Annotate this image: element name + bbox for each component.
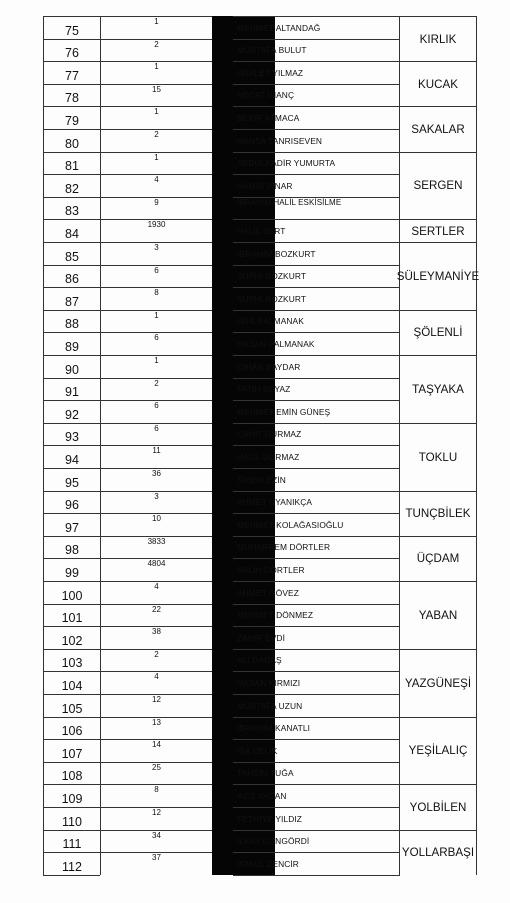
row-value-text: 1 xyxy=(154,107,159,117)
row-value xyxy=(100,604,212,627)
row-name: İBRAHİM HALİL ESKİSİLME xyxy=(233,197,400,220)
row-value-text: 6 xyxy=(154,265,159,275)
row-name: HALİL DURMAZ xyxy=(233,445,400,468)
row-name: HASAN PALMANAK xyxy=(233,332,400,355)
village-cell: TOKLU xyxy=(400,423,477,491)
village-cell: YAZGÜNEŞİ xyxy=(400,649,477,717)
row-name: İSMAİL ZENCİR xyxy=(233,852,400,875)
row-number: 90 xyxy=(43,355,100,378)
row-name: ADALET YILMAZ xyxy=(233,61,400,84)
row-number: 83 xyxy=(43,197,100,220)
row-name: CAHİT DURMAZ xyxy=(233,423,400,446)
row-number: 93 xyxy=(43,423,100,446)
row-name: MEHMET KOLAĞASIOĞLU xyxy=(233,513,400,536)
row-number: 103 xyxy=(43,649,100,672)
row-number: 91 xyxy=(43,378,100,401)
row-value xyxy=(100,491,212,514)
row-value xyxy=(100,400,212,423)
row-value xyxy=(100,16,212,39)
row-value-text: 3833 xyxy=(147,536,166,546)
row-value-text: 8 xyxy=(154,288,159,298)
village-cell: KUCAK xyxy=(400,61,477,106)
row-value-text: 1 xyxy=(154,62,159,72)
row-value xyxy=(100,830,212,853)
row-number: 78 xyxy=(43,84,100,107)
row-name: SUPHİ BOZKURT xyxy=(233,265,400,288)
row-number: 94 xyxy=(43,445,100,468)
row-value xyxy=(100,784,212,807)
village-cell: ÜÇDAM xyxy=(400,536,477,581)
village-cell: SERTLER xyxy=(400,219,477,242)
row-name: İBRAHİM KANATLI xyxy=(233,717,400,740)
village-cell: SAKALAR xyxy=(400,106,477,151)
row-number: 111 xyxy=(43,830,100,853)
row-number: 84 xyxy=(43,219,100,242)
row-value-text: 12 xyxy=(152,808,161,817)
row-name: MEHMET DÖNMEZ xyxy=(233,604,400,627)
row-name: SİHEM EZİN xyxy=(233,468,400,491)
village-cell: YABAN xyxy=(400,581,477,649)
row-value-text: 1 xyxy=(154,17,159,26)
row-value-text: 34 xyxy=(152,830,161,840)
row-value-text: 4 xyxy=(154,672,159,682)
row-value xyxy=(100,378,212,401)
row-value-text: 37 xyxy=(152,853,161,863)
voter-table xyxy=(43,16,480,876)
row-value-text: 1 xyxy=(154,310,159,320)
row-number: 97 xyxy=(43,513,100,536)
row-value-text: 9 xyxy=(154,197,159,207)
row-name: CİHAN BAYDAR xyxy=(233,355,400,378)
row-number: 89 xyxy=(43,332,100,355)
village-cell: TAŞYAKA xyxy=(400,355,477,423)
village-cell: YEŞİLALIÇ xyxy=(400,717,477,785)
row-value xyxy=(100,536,212,559)
row-value-text: 2 xyxy=(154,378,159,388)
row-value-text: 13 xyxy=(152,717,161,727)
row-name: İBRAHİM BOZKURT xyxy=(233,242,400,265)
row-value xyxy=(100,671,212,694)
row-value-text: 38 xyxy=(152,627,161,637)
village-cell: YOLLARBAŞI xyxy=(400,830,477,875)
row-value-text: 1 xyxy=(154,152,159,162)
row-value xyxy=(100,694,212,717)
row-number: 81 xyxy=(43,152,100,175)
row-name: ABDULKADİR YUMURTA xyxy=(233,152,400,175)
row-value-text: 36 xyxy=(152,469,161,478)
row-value-text: 25 xyxy=(152,762,161,772)
row-number: 95 xyxy=(43,468,100,491)
table-bottom-border-right xyxy=(233,875,400,876)
row-name: BEKİR ATMACA xyxy=(233,106,400,129)
row-number: 77 xyxy=(43,61,100,84)
row-value xyxy=(100,626,212,649)
row-number: 82 xyxy=(43,174,100,197)
row-value xyxy=(100,129,212,152)
village-cell: SERGEN xyxy=(400,152,477,220)
row-number: 80 xyxy=(43,129,100,152)
row-name: İLYAS GÜNGÖRDİ xyxy=(233,830,400,853)
village-cell: ŞÖLENLİ xyxy=(400,310,477,355)
row-value xyxy=(100,739,212,762)
row-value xyxy=(100,762,212,785)
row-value-text: 4 xyxy=(154,582,159,591)
row-value-text: 3 xyxy=(154,243,159,252)
row-value xyxy=(100,174,212,197)
row-name: FETHİYE YILDIZ xyxy=(233,807,400,830)
row-number: 86 xyxy=(43,265,100,288)
row-value-text: 1930 xyxy=(147,220,166,230)
row-value xyxy=(100,807,212,830)
row-number: 112 xyxy=(43,852,100,875)
row-value xyxy=(100,152,212,175)
row-value xyxy=(100,581,212,604)
row-value xyxy=(100,649,212,672)
row-number: 85 xyxy=(43,242,100,265)
row-number: 75 xyxy=(43,16,100,39)
village-cell: TUNÇBİLEK xyxy=(400,491,477,536)
row-number: 92 xyxy=(43,400,100,423)
row-value-text: 6 xyxy=(154,423,159,433)
row-value xyxy=(100,310,212,333)
row-name: HASAN KIRMIZI xyxy=(233,671,400,694)
row-name: HAMİS PINAR xyxy=(233,174,400,197)
row-value-text: 12 xyxy=(152,695,161,704)
row-value xyxy=(100,852,212,875)
row-value xyxy=(100,558,212,581)
row-name: FATİH BEYAZ xyxy=(233,378,400,401)
row-number: 106 xyxy=(43,717,100,740)
row-number: 108 xyxy=(43,762,100,785)
row-value-text: 8 xyxy=(154,785,159,795)
row-number: 110 xyxy=(43,807,100,830)
row-name: MEHMET ALTANDAĞ xyxy=(233,16,400,39)
row-value xyxy=(100,423,212,446)
row-value xyxy=(100,513,212,536)
row-value-text: 4804 xyxy=(147,559,166,569)
row-value-text: 2 xyxy=(154,649,159,659)
row-name: AHMET UYANIKÇA xyxy=(233,491,400,514)
row-number: 99 xyxy=(43,558,100,581)
row-value xyxy=(100,106,212,129)
row-value-text: 11 xyxy=(152,446,161,456)
row-value-text: 3 xyxy=(154,491,159,501)
row-number: 104 xyxy=(43,671,100,694)
row-value xyxy=(100,355,212,378)
row-name: HALİL SERT xyxy=(233,219,400,242)
row-value xyxy=(100,287,212,310)
row-name: SALİH DÖRTLER xyxy=(233,558,400,581)
row-name: ADİL PALMANAK xyxy=(233,310,400,333)
row-number: 107 xyxy=(43,739,100,762)
village-cell: KIRLIK xyxy=(400,16,477,61)
row-value xyxy=(100,84,212,107)
village-cell: SÜLEYMANİYE xyxy=(400,242,477,310)
row-value xyxy=(100,197,212,220)
row-name: AHMET GÖVEZ xyxy=(233,581,400,604)
row-value-text: 6 xyxy=(154,401,159,411)
row-value-text: 10 xyxy=(152,514,161,524)
row-name: AZİZ YACAN xyxy=(233,784,400,807)
row-value-text: 2 xyxy=(154,130,159,139)
row-value xyxy=(100,468,212,491)
table-bottom-border xyxy=(43,875,100,876)
row-name: NECAT İNANÇ xyxy=(233,84,400,107)
row-name: ZAHİR EVDİ xyxy=(233,626,400,649)
row-name: MUSTAFA UZUN xyxy=(233,694,400,717)
row-value-text: 15 xyxy=(152,84,161,94)
row-name: MUHARREM DÖRTLER xyxy=(233,536,400,559)
row-number: 76 xyxy=(43,39,100,62)
row-number: 101 xyxy=(43,604,100,627)
row-number: 100 xyxy=(43,581,100,604)
row-value-text: 14 xyxy=(152,740,161,750)
row-value-text: 4 xyxy=(154,175,159,185)
row-number: 105 xyxy=(43,694,100,717)
row-name: MUSTAFA BULUT xyxy=(233,39,400,62)
village-cell: YOLBİLEN xyxy=(400,784,477,829)
row-number: 87 xyxy=(43,287,100,310)
row-number: 109 xyxy=(43,784,100,807)
row-value-text: 22 xyxy=(152,604,161,614)
row-value xyxy=(100,219,212,242)
row-value xyxy=(100,717,212,740)
row-value xyxy=(100,265,212,288)
row-name: İSA ÇELİK xyxy=(233,739,400,762)
row-name: ALİ DADAŞ xyxy=(233,649,400,672)
row-value-text: 2 xyxy=(154,39,159,49)
row-name: HANSA TANRISEVEN xyxy=(233,129,400,152)
row-value xyxy=(100,39,212,62)
row-value-text: 6 xyxy=(154,333,159,343)
row-name: TAHSİN TUĞA xyxy=(233,762,400,785)
row-value xyxy=(100,242,212,265)
row-value xyxy=(100,445,212,468)
row-name: MEHMET EMİN GÜNEŞ xyxy=(233,400,400,423)
row-number: 79 xyxy=(43,106,100,129)
row-value-text: 1 xyxy=(154,356,159,365)
row-value xyxy=(100,332,212,355)
row-number: 102 xyxy=(43,626,100,649)
row-number: 88 xyxy=(43,310,100,333)
row-name: SUPHİ BOZKURT xyxy=(233,287,400,310)
row-value xyxy=(100,61,212,84)
row-number: 96 xyxy=(43,491,100,514)
row-number: 98 xyxy=(43,536,100,559)
